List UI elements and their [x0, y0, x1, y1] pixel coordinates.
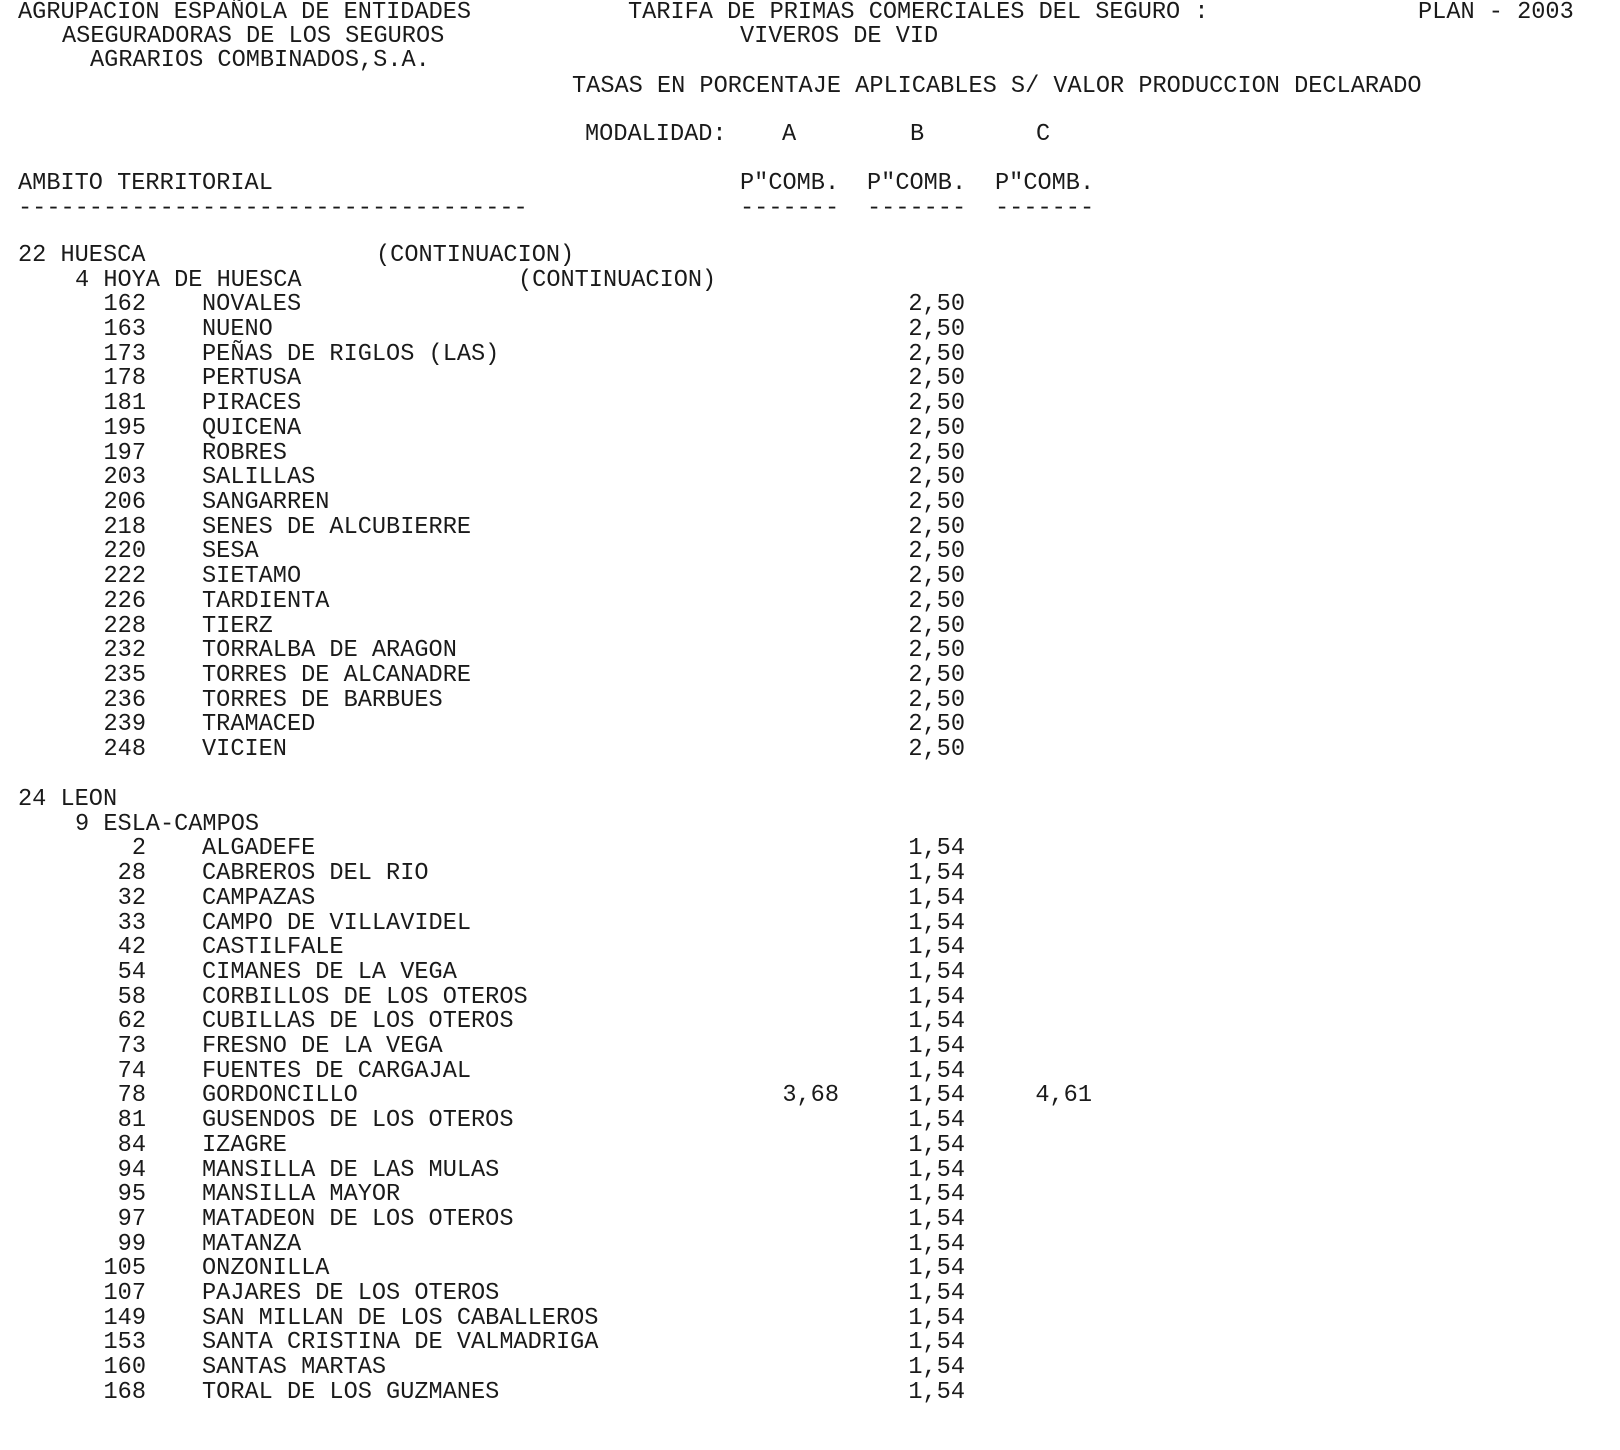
municipality-code: 78 — [117, 1082, 146, 1109]
municipality-code: 95 — [117, 1181, 146, 1208]
comarca-continuation-note: (CONTINUACION) — [518, 266, 717, 294]
municipality-code: 206 — [103, 489, 146, 516]
municipality-code: 62 — [117, 1008, 146, 1035]
rate-modalidad-b: 1,54 — [908, 1206, 965, 1233]
province-heading: 22 HUESCA — [18, 242, 146, 269]
municipality-code: 33 — [117, 910, 146, 937]
municipality-name: CAMPO DE VILLAVIDEL — [202, 910, 472, 937]
municipality-code: 222 — [103, 563, 146, 590]
municipality-code: 232 — [103, 637, 146, 664]
municipality-code: 149 — [103, 1305, 146, 1332]
rates-subtitle: TASAS EN PORCENTAJE APLICABLES S/ VALOR PRODUCCION DECLARADO — [572, 73, 1422, 100]
municipality-name: FUENTES DE CARGAJAL — [202, 1058, 472, 1085]
pcomb-rule-c: ------- — [995, 195, 1095, 222]
pcomb-header-b: P"COMB. — [867, 170, 967, 197]
pcomb-header-a: P"COMB. — [740, 170, 840, 197]
org-name-line-3: AGRARIOS COMBINADOS,S.A. — [90, 47, 430, 74]
municipality-name: CUBILLAS DE LOS OTEROS — [202, 1008, 514, 1035]
municipality-code: 235 — [103, 662, 146, 689]
municipality-name: ALGADEFE — [202, 835, 316, 862]
rate-modalidad-b: 2,50 — [908, 538, 965, 565]
rate-modalidad-b: 1,54 — [908, 1033, 965, 1060]
municipality-code: 197 — [103, 440, 146, 467]
municipality-code: 236 — [103, 687, 146, 714]
pcomb-rule-a: ------- — [740, 195, 840, 222]
municipality-name: MATADEON DE LOS OTEROS — [202, 1206, 514, 1233]
municipality-code: 226 — [103, 588, 146, 615]
municipality-code: 97 — [117, 1206, 146, 1233]
modalidad-a: A — [782, 121, 797, 148]
municipality-code: 105 — [103, 1255, 146, 1282]
municipality-code: 163 — [103, 316, 146, 343]
municipality-code: 195 — [103, 415, 146, 442]
rate-modalidad-b: 2,50 — [908, 291, 965, 318]
municipality-code: 168 — [103, 1379, 146, 1406]
municipality-name: SANTAS MARTAS — [202, 1354, 387, 1381]
municipality-name: NUENO — [202, 316, 273, 343]
rate-modalidad-b: 2,50 — [908, 563, 965, 590]
municipality-code: 58 — [117, 984, 146, 1011]
rate-modalidad-a: 3,68 — [782, 1082, 839, 1109]
rate-modalidad-b: 1,54 — [908, 934, 965, 961]
rate-modalidad-b: 2,50 — [908, 637, 965, 664]
municipality-name: SALILLAS — [202, 464, 316, 491]
rate-modalidad-b: 1,54 — [908, 1008, 965, 1035]
comarca-heading: 4 HOYA DE HUESCA — [75, 266, 302, 294]
rate-modalidad-b: 1,54 — [908, 1329, 965, 1356]
municipality-code: 239 — [103, 711, 146, 738]
modalidad-b: B — [910, 121, 925, 148]
municipality-code: 160 — [103, 1354, 146, 1381]
pcomb-rule-b: ------- — [867, 195, 967, 222]
rate-modalidad-b: 1,54 — [908, 1181, 965, 1208]
document-subject: VIVEROS DE VID — [740, 23, 939, 50]
rate-modalidad-b: 1,54 — [908, 984, 965, 1011]
municipality-code: 28 — [117, 860, 146, 887]
municipality-code: 107 — [103, 1280, 146, 1307]
municipality-name: SENES DE ALCUBIERRE — [202, 514, 472, 541]
municipality-name: QUICENA — [202, 415, 302, 442]
municipality-name: CORBILLOS DE LOS OTEROS — [202, 984, 528, 1011]
municipality-name: TARDIENTA — [202, 588, 330, 615]
municipality-name: GORDONCILLO — [202, 1082, 358, 1109]
municipality-code: 228 — [103, 613, 146, 640]
rate-modalidad-b: 2,50 — [908, 415, 965, 442]
municipality-name: FRESNO DE LA VEGA — [202, 1033, 443, 1060]
municipality-code: 84 — [117, 1132, 146, 1159]
rate-modalidad-b: 2,50 — [908, 514, 965, 541]
municipality-name: CIMANES DE LA VEGA — [202, 959, 457, 986]
province-heading: 24 LEON — [18, 786, 118, 813]
municipality-code: 162 — [103, 291, 146, 318]
rate-modalidad-b: 1,54 — [908, 1231, 965, 1258]
rate-modalidad-b: 1,54 — [908, 1255, 965, 1282]
municipality-code: 248 — [103, 736, 146, 763]
municipality-name: ONZONILLA — [202, 1255, 330, 1282]
municipality-code: 218 — [103, 514, 146, 541]
rate-modalidad-b: 1,54 — [908, 959, 965, 986]
municipality-name: GUSENDOS DE LOS OTEROS — [202, 1107, 514, 1134]
ambito-header: AMBITO TERRITORIAL — [18, 170, 273, 197]
municipality-code: 81 — [117, 1107, 146, 1134]
rate-modalidad-b: 1,54 — [908, 885, 965, 912]
municipality-name: PERTUSA — [202, 365, 302, 392]
municipality-code: 153 — [103, 1329, 146, 1356]
rate-modalidad-b: 1,54 — [908, 1354, 965, 1381]
municipality-name: NOVALES — [202, 291, 302, 318]
rate-modalidad-b: 2,50 — [908, 341, 965, 368]
municipality-code: 94 — [117, 1157, 146, 1184]
rate-modalidad-b: 1,54 — [908, 1379, 965, 1406]
rate-modalidad-b: 2,50 — [908, 365, 965, 392]
rate-modalidad-b: 2,50 — [908, 390, 965, 417]
municipality-name: MANSILLA DE LAS MULAS — [202, 1157, 500, 1184]
rate-modalidad-b: 2,50 — [908, 687, 965, 714]
municipality-code: 54 — [117, 959, 146, 986]
rate-modalidad-b: 1,54 — [908, 1280, 965, 1307]
rate-modalidad-b: 2,50 — [908, 613, 965, 640]
rate-modalidad-b: 2,50 — [908, 662, 965, 689]
municipality-name: PIRACES — [202, 390, 302, 417]
ambito-rule: ------------------------------------ — [18, 195, 528, 222]
org-name-line-2: ASEGURADORAS DE LOS SEGUROS — [62, 23, 445, 50]
municipality-code: 99 — [117, 1231, 146, 1258]
municipality-name: SANGARREN — [202, 489, 330, 516]
municipality-name: SAN MILLAN DE LOS CABALLEROS — [202, 1305, 599, 1332]
plan-year: PLAN - 2003 — [1418, 0, 1574, 26]
municipality-name: SIETAMO — [202, 563, 302, 590]
municipality-name: TORRALBA DE ARAGON — [202, 637, 457, 664]
municipality-name: SESA — [202, 538, 259, 565]
rate-modalidad-b: 2,50 — [908, 464, 965, 491]
rate-modalidad-b: 2,50 — [908, 736, 965, 763]
municipality-code: 178 — [103, 365, 146, 392]
rate-modalidad-b: 1,54 — [908, 1082, 965, 1109]
municipality-name: CAMPAZAS — [202, 885, 316, 912]
municipality-name: MATANZA — [202, 1231, 302, 1258]
comarca-heading: 9 ESLA-CAMPOS — [75, 810, 260, 838]
modalidad-label: MODALIDAD: — [585, 121, 727, 148]
rate-modalidad-b: 1,54 — [908, 835, 965, 862]
rate-modalidad-b: 2,50 — [908, 440, 965, 467]
municipality-code: 220 — [103, 538, 146, 565]
rate-modalidad-b: 1,54 — [908, 860, 965, 887]
rate-modalidad-b: 1,54 — [908, 1107, 965, 1134]
municipality-name: IZAGRE — [202, 1132, 287, 1159]
municipality-code: 42 — [117, 934, 146, 961]
municipality-name: SANTA CRISTINA DE VALMADRIGA — [202, 1329, 599, 1356]
rate-modalidad-b: 2,50 — [908, 316, 965, 343]
rate-modalidad-b: 1,54 — [908, 910, 965, 937]
municipality-code: 203 — [103, 464, 146, 491]
modalidad-c: C — [1036, 121, 1051, 148]
rate-modalidad-b: 1,54 — [908, 1157, 965, 1184]
municipality-name: CABREROS DEL RIO — [202, 860, 429, 887]
municipality-code: 181 — [103, 390, 146, 417]
municipality-name: ROBRES — [202, 440, 287, 467]
org-name-line-1: AGRUPACION ESPAÑOLA DE ENTIDADES — [18, 0, 472, 26]
municipality-code: 73 — [117, 1033, 146, 1060]
municipality-name: TIERZ — [202, 613, 273, 640]
municipality-code: 74 — [117, 1058, 146, 1085]
municipality-name: TORAL DE LOS GUZMANES — [202, 1379, 500, 1406]
municipality-name: VICIEN — [202, 736, 287, 763]
municipality-name: TORRES DE ALCANADRE — [202, 662, 472, 689]
municipality-name: PEÑAS DE RIGLOS (LAS) — [202, 341, 500, 368]
municipality-name: PAJARES DE LOS OTEROS — [202, 1280, 500, 1307]
pcomb-header-c: P"COMB. — [995, 170, 1095, 197]
rate-modalidad-b: 2,50 — [908, 489, 965, 516]
rate-modalidad-b: 2,50 — [908, 588, 965, 615]
document-title: TARIFA DE PRIMAS COMERCIALES DEL SEGURO : — [628, 0, 1209, 26]
rate-modalidad-b: 2,50 — [908, 711, 965, 738]
municipality-code: 2 — [131, 835, 146, 862]
province-continuation-note: (CONTINUACION) — [376, 242, 575, 269]
rate-modalidad-b: 1,54 — [908, 1132, 965, 1159]
municipality-name: CASTILFALE — [202, 934, 344, 961]
rate-modalidad-b: 1,54 — [908, 1305, 965, 1332]
municipality-name: MANSILLA MAYOR — [202, 1181, 401, 1208]
rate-modalidad-b: 1,54 — [908, 1058, 965, 1085]
municipality-name: TRAMACED — [202, 711, 316, 738]
municipality-code: 32 — [117, 885, 146, 912]
municipality-name: TORRES DE BARBUES — [202, 687, 443, 714]
rate-modalidad-c: 4,61 — [1035, 1082, 1092, 1109]
municipality-code: 173 — [103, 341, 146, 368]
